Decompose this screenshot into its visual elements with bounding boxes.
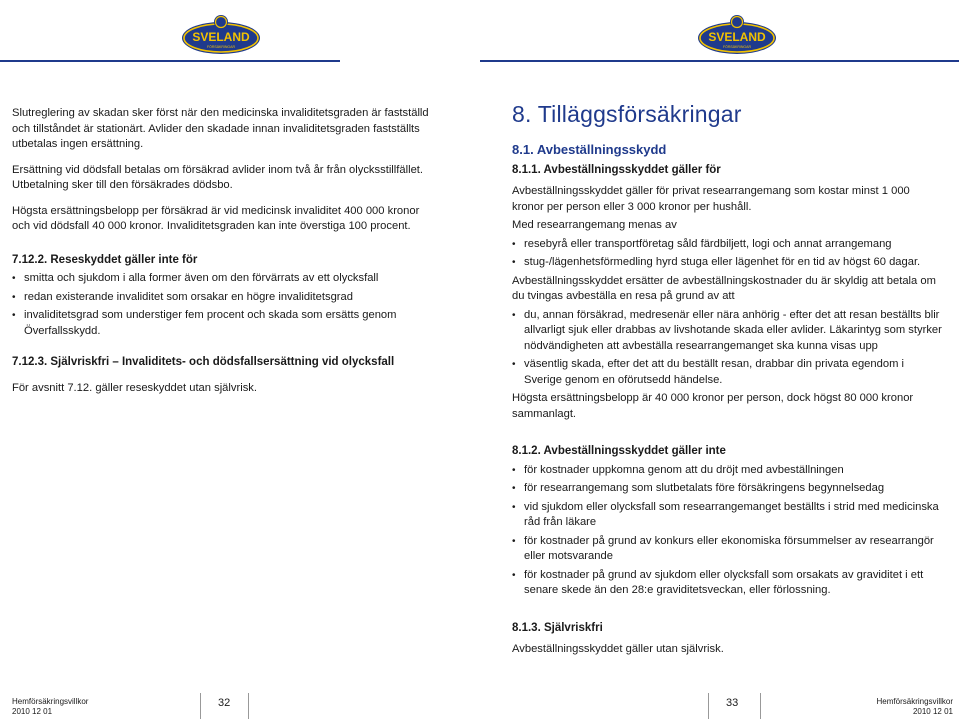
left-content [12, 106, 440, 396]
page-number: 33 [726, 697, 739, 709]
footer-date: 2010 12 01 [912, 707, 953, 716]
paragraph: Slutreglering av skadan sker först när den medicinska invaliditetsgraden är fastställd och tillståndet är stationärt. Avlider den skadade innan invaliditetsgraden fastställts utbetalas ingen ersättning. [12, 107, 429, 150]
paragraph: Högsta ersättningsbelopp per försäkrad är vid medicinsk invaliditet 400 000 kronor och vid dödsfall 40 000 kronor. Invaliditetsgraden kan inte överstiga 100 procent. [12, 204, 420, 232]
list-8-1-1b [512, 308, 942, 389]
heading-7-12-3: 7.12.3. Självriskfri – Invaliditets- och dödsfallsersättning vid olycksfall [12, 356, 395, 368]
list-item: • för researrangemang som slutbetalats före försäkringens begynnelsedag [512, 481, 942, 497]
heading-8-1: 8.1. Avbeställningsskydd [512, 142, 667, 157]
right-content [512, 100, 942, 658]
paragraph: Ersättning vid dödsfall betalas om försäkrad avlider inom två år från olycksstillfället. Utbetalning sker till den försäkrades dödsbo. [12, 163, 424, 191]
list-8-1-2 [512, 463, 942, 599]
list-item: • smitta och sjukdom i alla former även om den förvärrats av ett olycksfall [12, 271, 440, 287]
sveland-logo [180, 14, 262, 56]
list-item: • vid sjukdom eller olycksfall som researrangemanget beställts i strid med medicinska råd från läkare [512, 500, 942, 531]
footer-divider [760, 693, 761, 719]
logo-subtext: FÖRSÄKRINGAR [722, 45, 752, 49]
paragraph: Avbeställningsskyddet gäller för privat researrangemang som kostar minst 1 000 kronor per person eller 3 000 kronor per hushåll. [512, 185, 910, 213]
list-item: • invaliditetsgrad som understiger fem procent och skada som ersätts genom Överfallsskydd. [12, 308, 440, 339]
logo-text: SVELAND [192, 30, 250, 44]
footer-title: Hemförsäkringsvillkor [12, 697, 89, 706]
header-bar [0, 60, 340, 62]
sveland-logo [696, 14, 778, 56]
paragraph: Avbeställningsskyddet ersätter de avbeställningskostnader du är skyldig att betala om du tvingas avbeställa en resa på grund av att [512, 274, 936, 302]
list-item: • för kostnader uppkomna genom att du dröjt med avbeställningen [512, 463, 942, 479]
footer [12, 697, 88, 717]
list-item: • för kostnader på grund av sjukdom eller olycksfall som orsakats av graviditet i ett senare skede än den 28:e graviditetsveckan, eller förlossning. [512, 568, 942, 599]
list-item: • redan existerande invaliditet som orsakar en högre invaliditetsgrad [12, 290, 440, 306]
page-number: 32 [218, 697, 231, 709]
heading-7-12-2: 7.12.2. Reseskyddet gäller inte för [12, 253, 198, 266]
list-item: • du, annan försäkrad, medresenär eller nära anhörig - efter det att resan beställts blir allvarligt sjuk eller drabbas av livshotande skada eller avlider. Läkarintyg som styrker nödvändigheten att avbeställa researrangemanget ska kunna visas upp [512, 308, 942, 355]
list-8-1-1a [512, 237, 942, 271]
paragraph: Avbeställningsskyddet gäller utan självrisk. [512, 643, 724, 655]
list-7-12-2 [12, 271, 440, 339]
list-item: • väsentlig skada, efter det att du beställt resan, drabbar din privata egendom i Sverige genom en oförutsedd händelse. [512, 357, 942, 388]
logo-text: SVELAND [708, 30, 766, 44]
logo-subtext: FÖRSÄKRINGAR [206, 45, 236, 49]
footer-date: 2010 12 01 [12, 707, 53, 716]
list-item: • stug-/lägenhetsförmedling hyrd stuga eller lägenhet för en tid av högst 60 dagar. [512, 255, 942, 271]
footer-title: Hemförsäkringsvillkor [876, 697, 953, 706]
heading-8-1-1: 8.1.1. Avbeställningsskyddet gäller för [512, 163, 721, 176]
page-title: 8. Tilläggsförsäkringar [512, 101, 742, 127]
paragraph: Med researrangemang menas av [512, 219, 677, 231]
paragraph: För avsnitt 7.12. gäller reseskyddet utan självrisk. [12, 381, 257, 394]
footer-divider [200, 693, 201, 719]
footer [877, 697, 953, 717]
paragraph: Högsta ersättningsbelopp är 40 000 kronor per person, dock högst 80 000 kronor sammanlagt. [512, 392, 914, 420]
list-item: • för kostnader på grund av konkurs eller ekonomiska försummelser av researrangör eller motsvarande [512, 534, 942, 565]
list-item: • resebyrå eller transportföretag såld färdbiljett, logi och annat arrangemang [512, 237, 942, 253]
footer-divider [248, 693, 249, 719]
right-page [480, 0, 959, 725]
heading-8-1-3: 8.1.3. Självriskfri [512, 621, 603, 634]
footer-divider [708, 693, 709, 719]
heading-8-1-2: 8.1.2. Avbeställningsskyddet gäller inte [512, 445, 726, 457]
header-bar [480, 60, 959, 62]
